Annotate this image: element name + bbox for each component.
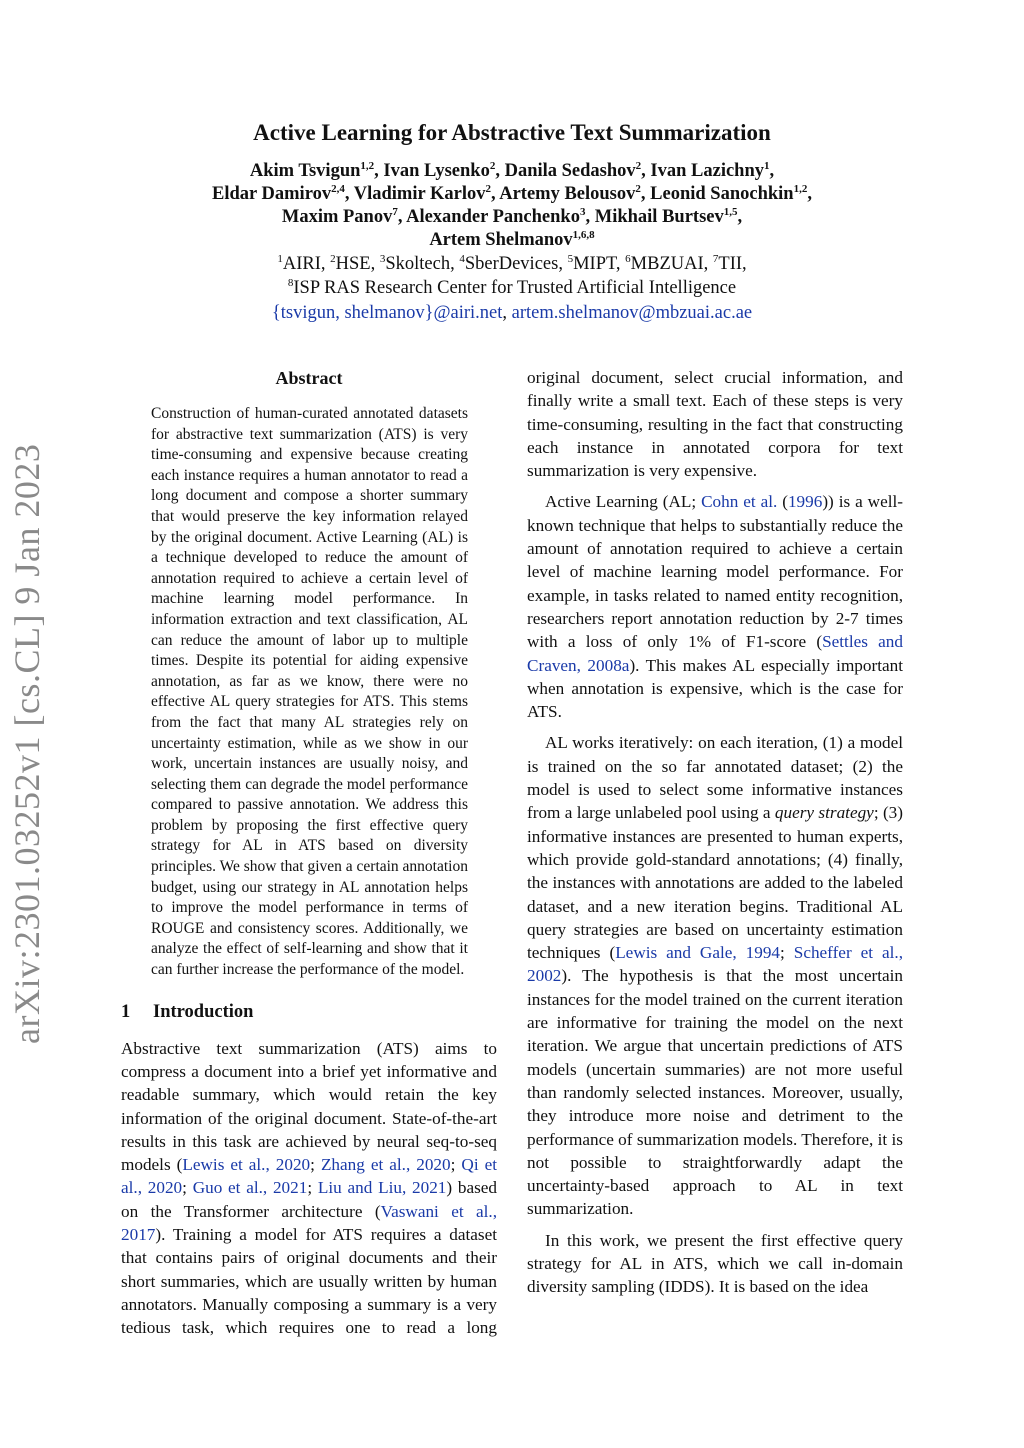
email-separator: , (502, 303, 512, 323)
affiliation-name: HSE, (335, 254, 380, 274)
paper-header (0, 118, 1024, 326)
citation-link[interactable]: Cohn et al. (701, 492, 778, 512)
abstract-text: Construction of human-curated annotated datasets for abstractive text summarization (ATS) is very time-consuming and expensive because creating each instance requires a human annotator to read a long document and compose a shorter summary that would preserve the key information relayed by the original document. Active Learning (AL) is a technique developed to reduce the amount of annotation required to achieve a certain level of machine learning model performance. In information extraction and text classification, AL can reduce the amount of labor up to multiple times. Despite its potential for aiding expensive annotation, as far as we know, there were no effective AL query strategies for ATS. This stems from the fact that many AL strategies rely on uncertainty estimation, while as we show in our work, uncertain instances are usually noisy, and selecting them can degrade the model performance compared to passive annotation. We address this problem by proposing the first effective query strategy for AL in ATS based on diversity principles. We show that given a certain annotation budget, using our strategy in AL annotation helps to improve the model performance in terms of ROUGE and consistency scores. Additionally, we analyze the effect of self-learning and show that it can further increase the performance of the model. (151, 405, 468, 979)
citation-link[interactable]: Zhang et al., 2020 (320, 1155, 451, 1175)
paper-title: Active Learning for Abstractive Text Summarization (253, 120, 771, 145)
intro-paragraph-2: Active Learning (AL; Cohn et al. (1996)) is a well-known technique that helps to substantially reduce the amount of annotation required to achieve a certain level of machine learning model performance. For example, in tasks related to named entity recognition, researchers report annotation reduction by 2-7 times with a loss of only 1% of F1-score (Settles and Craven, 2008a). This makes AL especially important when annotation is expensive, which is the case for ATS. (527, 492, 903, 722)
section-title: Introduction (153, 1001, 254, 1022)
author-line-2: Eldar Damirov$^{2,4}$, Vladimir Karlov$^2$, Artemy Belousov$^2$, Leonid Sanochkin$^{1,2}$, (212, 182, 812, 204)
citation-link[interactable]: Scheffer et al., 2002 (527, 943, 903, 986)
affiliation-marker: 5 (567, 252, 574, 265)
author-name: Artemy Belousov (499, 184, 636, 204)
author-name: Ivan Lysenko (383, 161, 490, 181)
left-column (121, 366, 497, 1347)
author-affiliation-marker: 3 (579, 205, 586, 218)
affiliation-marker: 3 (379, 252, 386, 265)
author-line-4 (0, 229, 1024, 252)
affiliation-marker: 7 (712, 252, 719, 265)
author-name: Leonid Sanochkin (650, 184, 794, 204)
author-affiliation-marker: 2,4 (331, 182, 345, 195)
author-affiliation-marker: 1,2 (360, 159, 375, 172)
author-line-1: Akim Tsvigun$^{1,2}$, Ivan Lysenko$^2$, Danila Sedashov$^2$, Ivan Lazichny$^1$, (249, 159, 775, 181)
affiliation-marker: 2 (330, 252, 336, 265)
author-line-3: Maxim Panov$^7$, Alexander Panchenko$^3$, Mikhail Burtsev$^{1,5}$, (281, 205, 743, 227)
author-name: Ivan Lazichny (650, 161, 765, 181)
section-heading-introduction (121, 999, 497, 1025)
author-affiliation-marker: 1 (764, 159, 770, 172)
author-affiliation-marker: 2 (485, 182, 491, 195)
affiliation-name: MBZUAI, (630, 254, 713, 274)
author-name: Akim Tsvigun (249, 161, 361, 181)
right-column (527, 366, 903, 1307)
author-name: Alexander Panchenko (406, 207, 580, 227)
author-affiliation-marker: 2 (635, 159, 642, 172)
author-name: Vladimir Karlov (353, 184, 486, 204)
author-affiliation-marker: 1,6,8 (572, 228, 595, 241)
affiliation-name: AIRI, (282, 254, 331, 274)
author-name: Maxim Panov (281, 207, 393, 227)
citation-link[interactable]: Guo et al., 2021 (192, 1178, 308, 1198)
citation-link[interactable]: Settles and Craven, 2008a (527, 632, 903, 675)
affiliation-name: TII, (718, 254, 747, 274)
author-name: Mikhail Burtsev (594, 207, 724, 227)
email-link-airi[interactable]: {tsvigun, shelmanov}@airi.net (271, 303, 503, 323)
affiliation-marker: 1 (277, 252, 283, 265)
author-affiliation-marker: 7 (392, 205, 398, 218)
citation-link[interactable]: 1996 (787, 492, 823, 512)
affiliation-line-1 (0, 252, 1024, 276)
intro-paragraph-4: In this work, we present the first effective query strategy for AL in ATS, which we call in-domain diversity sampling (IDDS). It is based on the idea (527, 1230, 903, 1297)
citation-link[interactable]: Lewis and Gale, 1994 (615, 943, 781, 963)
emphasized-term: query strategy (774, 803, 874, 823)
author-name: Eldar Damirov (212, 184, 332, 204)
citation-link[interactable]: Liu and Liu, 2021 (317, 1178, 447, 1198)
author-name: Danila Sedashov (504, 161, 636, 181)
author-affiliation-marker: 1,2 (793, 182, 808, 195)
affiliation-line-2 (0, 276, 1024, 300)
arxiv-identifier: arXiv:2301.03252v1 [cs.CL] 9 Jan 2023 (7, 443, 47, 1044)
abstract-heading: Abstract (275, 368, 343, 388)
section-number: 1 (121, 1001, 131, 1022)
intro-paragraph-1-continued: original document, select crucial information, and finally write a small text. Each of these steps is very time-consuming, resulting in the fact that constructing each instance in annotated corpora for text summarization is very expensive. (527, 368, 903, 481)
affiliation-name: Skoltech, (385, 254, 460, 274)
intro-paragraph-1: Abstractive text summarization (ATS) aims to compress a document into a brief yet informative and readable summary, which would retain the key information of the original document. State-of-the-art results in this task are achieved by neural seq-to-seq models (Lewis et al., 2020; Zhang et al., 2020; Qi et al., 2020; Guo et al., 2021; Liu and Liu, 2021) based on the Transformer architecture (Vaswani et al., 2017). Training a model for ATS requires a dataset that contains pairs of original documents and their short summaries, which are usually written by human annotators. Manually composing a summary is a very tedious task, which requires one to read a long (121, 1038, 498, 1338)
author-affiliation-marker: 2 (489, 159, 496, 172)
author-name: Artem Shelmanov (429, 230, 573, 250)
affiliation-name: ISP RAS Research Center for Trusted Artificial Intelligence (293, 278, 737, 298)
citation-link[interactable]: Vaswani et al., 2017 (121, 1201, 497, 1244)
affiliation-marker: 4 (459, 252, 465, 265)
affiliation-name: MIPT, (573, 254, 626, 274)
affiliation-marker: 6 (625, 252, 631, 265)
citation-link[interactable]: Qi et al., 2020 (121, 1155, 497, 1198)
intro-paragraph-3: AL works iteratively: on each iteration, (1) a model is trained on the so far annotated dataset; (2) the model is used to select some informative instances from a large unlabeled pool using a query strategy; (3) informative instances are presented to human experts, which provide gold-standard annotations; (4) finally, the instances with annotations are added to the labeled dataset, and a new iteration begins. Traditional AL query strategies are based on uncertainty estimation techniques (Lewis and Gale, 1994; Scheffer et al., 2002). The hypothesis is that the most uncertain instances for the model trained on the current iteration are informative for training the model on the next iteration. We argue that uncertain predictions of ATS models (uncertain summaries) are not more useful than randomly selected instances. Moreover, usually, they introduce more noise and detriment to the performance of summarization models. Therefore, it is not possible to straightforwardly adapt the uncertainty-based approach to AL in text summarization. (527, 733, 903, 1219)
author-affiliation-marker: 2 (635, 182, 641, 195)
email-line (0, 300, 1024, 326)
affiliation-marker: 8 (287, 276, 294, 289)
author-affiliation-marker: 1,5 (723, 205, 738, 218)
citation-link[interactable]: Lewis et al., 2020 (182, 1155, 311, 1175)
email-link-mbzuai[interactable]: artem.shelmanov@mbzuai.ac.ae (511, 303, 753, 323)
affiliation-name: SberDevices, (464, 254, 568, 274)
